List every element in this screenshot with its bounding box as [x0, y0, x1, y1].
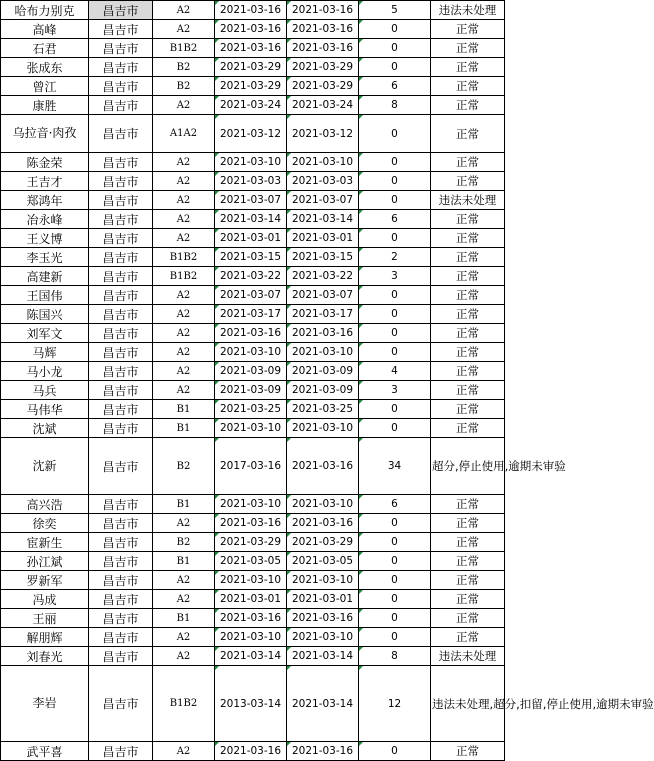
cell-date-issued[interactable]: 2021-03-16 [215, 1, 287, 20]
cell-date-issued[interactable]: 2021-03-16 [215, 20, 287, 39]
cell-date-valid[interactable]: 2021-03-22 [287, 267, 359, 286]
cell-date-valid[interactable]: 2021-03-12 [287, 115, 359, 153]
cell-date-valid[interactable]: 2021-03-29 [287, 533, 359, 552]
cell-name[interactable]: 孙江斌 [1, 552, 89, 571]
cell-date-valid[interactable]: 2021-03-01 [287, 229, 359, 248]
cell-date-valid[interactable]: 2021-03-29 [287, 58, 359, 77]
cell-points[interactable]: 0 [359, 305, 431, 324]
cell-status[interactable]: 正常 [431, 419, 505, 438]
cell-license-class[interactable]: B1 [153, 419, 215, 438]
cell-city[interactable]: 昌吉市 [89, 115, 153, 153]
table-row [1, 153, 505, 172]
cell-date-issued[interactable]: 2021-03-16 [215, 742, 287, 761]
table-row [1, 96, 505, 115]
cell-name[interactable]: 冯成 [1, 590, 89, 609]
table-row [1, 58, 505, 77]
cell-date-issued[interactable]: 2017-03-16 [215, 438, 287, 495]
cell-license-class[interactable]: A2 [153, 305, 215, 324]
cell-license-class[interactable]: B2 [153, 438, 215, 495]
cell-status[interactable]: 正常 [431, 343, 505, 362]
table-row [1, 191, 505, 210]
cell-status[interactable]: 正常 [431, 324, 505, 343]
table-row [1, 438, 505, 495]
cell-date-valid[interactable]: 2021-03-16 [287, 39, 359, 58]
cell-date-valid[interactable]: 2021-03-14 [287, 210, 359, 229]
table-row [1, 419, 505, 438]
cell-city[interactable]: 昌吉市 [89, 533, 153, 552]
cell-date-valid[interactable]: 2021-03-15 [287, 248, 359, 267]
cell-date-issued[interactable]: 2021-03-07 [215, 191, 287, 210]
table-row [1, 286, 505, 305]
cell-status[interactable]: 正常 [431, 115, 505, 153]
cell-name[interactable]: 解朋辉 [1, 628, 89, 647]
cell-status[interactable]: 正常 [431, 267, 505, 286]
cell-points[interactable]: 0 [359, 20, 431, 39]
cell-name[interactable]: 郑鸿年 [1, 191, 89, 210]
cell-date-valid[interactable]: 2021-03-10 [287, 571, 359, 590]
cell-city[interactable]: 昌吉市 [89, 305, 153, 324]
cell-points[interactable]: 12 [359, 666, 431, 742]
cell-status[interactable]: 正常 [431, 362, 505, 381]
cell-date-valid[interactable]: 2021-03-16 [287, 324, 359, 343]
cell-license-class[interactable]: A1A2 [153, 115, 215, 153]
cell-status[interactable]: 正常 [431, 20, 505, 39]
table-row [1, 77, 505, 96]
cell-license-class[interactable]: A2 [153, 229, 215, 248]
cell-points[interactable]: 5 [359, 1, 431, 20]
cell-status[interactable]: 正常 [431, 742, 505, 761]
cell-points[interactable]: 0 [359, 39, 431, 58]
cell-name[interactable]: 王吉才 [1, 172, 89, 191]
cell-points[interactable]: 0 [359, 229, 431, 248]
cell-city[interactable]: 昌吉市 [89, 362, 153, 381]
cell-status[interactable]: 正常 [431, 628, 505, 647]
cell-date-issued[interactable]: 2021-03-29 [215, 77, 287, 96]
cell-license-class[interactable]: A2 [153, 324, 215, 343]
cell-city[interactable]: 昌吉市 [89, 20, 153, 39]
cell-city[interactable]: 昌吉市 [89, 400, 153, 419]
table-row [1, 590, 505, 609]
cell-status[interactable]: 违法未处理 [431, 191, 505, 210]
cell-name[interactable]: 马辉 [1, 343, 89, 362]
table-row [1, 533, 505, 552]
table-row [1, 343, 505, 362]
cell-date-issued[interactable]: 2021-03-22 [215, 267, 287, 286]
cell-points[interactable]: 3 [359, 267, 431, 286]
table-row [1, 229, 505, 248]
cell-license-class[interactable]: B2 [153, 58, 215, 77]
cell-date-valid[interactable]: 2021-03-01 [287, 590, 359, 609]
cell-points[interactable]: 6 [359, 495, 431, 514]
cell-city[interactable]: 昌吉市 [89, 495, 153, 514]
table-row [1, 362, 505, 381]
cell-status[interactable]: 正常 [431, 571, 505, 590]
cell-license-class[interactable]: A2 [153, 153, 215, 172]
cell-date-valid[interactable]: 2021-03-07 [287, 286, 359, 305]
cell-date-valid[interactable]: 2021-03-10 [287, 495, 359, 514]
cell-points[interactable]: 0 [359, 172, 431, 191]
cell-points[interactable]: 0 [359, 153, 431, 172]
cell-status[interactable]: 违法未处理,超分,扣留,停止使用,逾期未审验 [431, 666, 505, 742]
cell-points[interactable]: 3 [359, 381, 431, 400]
cell-points[interactable]: 34 [359, 438, 431, 495]
cell-points[interactable]: 0 [359, 324, 431, 343]
cell-date-issued[interactable]: 2021-03-14 [215, 647, 287, 666]
cell-name[interactable]: 徐奕 [1, 514, 89, 533]
cell-city[interactable]: 昌吉市 [89, 324, 153, 343]
cell-date-issued[interactable]: 2021-03-09 [215, 381, 287, 400]
cell-license-class[interactable]: A2 [153, 191, 215, 210]
cell-date-valid[interactable]: 2021-03-09 [287, 381, 359, 400]
cell-date-issued[interactable]: 2021-03-05 [215, 552, 287, 571]
cell-name[interactable]: 张成东 [1, 58, 89, 77]
cell-name[interactable]: 刘春光 [1, 647, 89, 666]
cell-name[interactable]: 王义博 [1, 229, 89, 248]
cell-name[interactable]: 陈金荣 [1, 153, 89, 172]
cell-date-issued[interactable]: 2021-03-16 [215, 514, 287, 533]
cell-name[interactable]: 罗新军 [1, 571, 89, 590]
cell-points[interactable]: 0 [359, 514, 431, 533]
cell-status[interactable]: 正常 [431, 77, 505, 96]
table-body [1, 1, 654, 761]
cell-date-issued[interactable]: 2021-03-07 [215, 286, 287, 305]
cell-points[interactable]: 8 [359, 96, 431, 115]
cell-status[interactable]: 正常 [431, 39, 505, 58]
cell-license-class[interactable]: A2 [153, 647, 215, 666]
cell-license-class[interactable]: A2 [153, 286, 215, 305]
cell-status[interactable]: 正常 [431, 248, 505, 267]
cell-license-class[interactable]: B1B2 [153, 666, 215, 742]
cell-name[interactable]: 马兵 [1, 381, 89, 400]
cell-date-issued[interactable]: 2021-03-10 [215, 628, 287, 647]
cell-date-valid[interactable]: 2021-03-29 [287, 77, 359, 96]
cell-points[interactable]: 0 [359, 571, 431, 590]
cell-city[interactable]: 昌吉市 [89, 248, 153, 267]
cell-license-class[interactable]: B1B2 [153, 248, 215, 267]
table-row [1, 609, 505, 628]
cell-date-valid[interactable]: 2021-03-25 [287, 400, 359, 419]
cell-date-valid[interactable]: 2021-03-10 [287, 343, 359, 362]
cell-name[interactable]: 沈新 [1, 438, 89, 495]
cell-city[interactable]: 昌吉市 [89, 666, 153, 742]
cell-name[interactable]: 李玉光 [1, 248, 89, 267]
cell-date-issued[interactable]: 2021-03-10 [215, 571, 287, 590]
cell-city[interactable]: 昌吉市 [89, 286, 153, 305]
cell-points[interactable]: 0 [359, 58, 431, 77]
cell-city[interactable]: 昌吉市 [89, 381, 153, 400]
cell-date-issued[interactable]: 2021-03-29 [215, 533, 287, 552]
cell-date-valid[interactable]: 2021-03-16 [287, 1, 359, 20]
cell-date-issued[interactable]: 2021-03-16 [215, 324, 287, 343]
cell-date-issued[interactable]: 2021-03-17 [215, 305, 287, 324]
table-row [1, 305, 505, 324]
cell-name[interactable]: 冶永峰 [1, 210, 89, 229]
table-row [1, 210, 505, 229]
cell-status[interactable]: 正常 [431, 305, 505, 324]
cell-date-issued[interactable]: 2021-03-09 [215, 362, 287, 381]
cell-city[interactable]: 昌吉市 [89, 39, 153, 58]
cell-name[interactable]: 李岩 [1, 666, 89, 742]
cell-name[interactable]: 马伟华 [1, 400, 89, 419]
cell-status[interactable]: 正常 [431, 400, 505, 419]
table-row [1, 514, 505, 533]
cell-city[interactable]: 昌吉市 [89, 1, 153, 20]
cell-date-issued[interactable]: 2021-03-24 [215, 96, 287, 115]
cell-status[interactable]: 正常 [431, 96, 505, 115]
cell-license-class[interactable]: A2 [153, 628, 215, 647]
cell-date-issued[interactable]: 2021-03-03 [215, 172, 287, 191]
cell-date-issued[interactable]: 2021-03-10 [215, 153, 287, 172]
table-row [1, 324, 505, 343]
cell-date-valid[interactable]: 2021-03-16 [287, 609, 359, 628]
cell-city[interactable]: 昌吉市 [89, 229, 153, 248]
cell-points[interactable]: 0 [359, 533, 431, 552]
table-row [1, 248, 505, 267]
cell-points[interactable]: 0 [359, 590, 431, 609]
cell-points[interactable]: 0 [359, 191, 431, 210]
cell-points[interactable]: 0 [359, 400, 431, 419]
table-row [1, 20, 505, 39]
cell-date-issued[interactable]: 2021-03-10 [215, 419, 287, 438]
cell-city[interactable]: 昌吉市 [89, 58, 153, 77]
cell-date-issued[interactable]: 2021-03-14 [215, 210, 287, 229]
cell-name[interactable]: 高兴浩 [1, 495, 89, 514]
cell-date-issued[interactable]: 2021-03-12 [215, 115, 287, 153]
cell-city[interactable]: 昌吉市 [89, 419, 153, 438]
cell-points[interactable]: 6 [359, 210, 431, 229]
cell-status[interactable]: 正常 [431, 552, 505, 571]
cell-city[interactable]: 昌吉市 [89, 210, 153, 229]
cell-name[interactable]: 沈斌 [1, 419, 89, 438]
cell-license-class[interactable]: B1 [153, 400, 215, 419]
cell-date-valid[interactable]: 2021-03-14 [287, 666, 359, 742]
cell-license-class[interactable]: B2 [153, 533, 215, 552]
table-row [1, 666, 505, 742]
cell-name[interactable]: 武平喜 [1, 742, 89, 761]
cell-city[interactable]: 昌吉市 [89, 343, 153, 362]
cell-license-class[interactable]: A2 [153, 742, 215, 761]
cell-date-issued[interactable]: 2021-03-16 [215, 39, 287, 58]
cell-date-valid[interactable]: 2021-03-10 [287, 153, 359, 172]
cell-city[interactable]: 昌吉市 [89, 647, 153, 666]
cell-license-class[interactable]: A2 [153, 20, 215, 39]
table-row [1, 571, 505, 590]
cell-license-class[interactable]: B1B2 [153, 39, 215, 58]
cell-date-valid[interactable]: 2021-03-03 [287, 172, 359, 191]
cell-status[interactable]: 正常 [431, 153, 505, 172]
cell-date-valid[interactable]: 2021-03-07 [287, 191, 359, 210]
cell-status[interactable]: 正常 [431, 58, 505, 77]
cell-city[interactable]: 昌吉市 [89, 590, 153, 609]
cell-date-issued[interactable]: 2021-03-01 [215, 590, 287, 609]
cell-status[interactable]: 正常 [431, 590, 505, 609]
cell-points[interactable]: 0 [359, 552, 431, 571]
cell-points[interactable]: 4 [359, 362, 431, 381]
cell-name[interactable]: 高建新 [1, 267, 89, 286]
cell-status[interactable]: 正常 [431, 381, 505, 400]
cell-date-valid[interactable]: 2021-03-10 [287, 419, 359, 438]
cell-date-issued[interactable]: 2021-03-10 [215, 495, 287, 514]
cell-city[interactable]: 昌吉市 [89, 267, 153, 286]
table-row [1, 172, 505, 191]
cell-license-class[interactable]: A2 [153, 381, 215, 400]
cell-date-valid[interactable]: 2021-03-05 [287, 552, 359, 571]
cell-license-class[interactable]: A2 [153, 1, 215, 20]
cell-status[interactable]: 正常 [431, 514, 505, 533]
cell-status[interactable]: 正常 [431, 172, 505, 191]
cell-city[interactable]: 昌吉市 [89, 172, 153, 191]
table-row [1, 742, 505, 761]
cell-date-issued[interactable]: 2021-03-29 [215, 58, 287, 77]
table-row [1, 552, 505, 571]
cell-status[interactable]: 正常 [431, 229, 505, 248]
cell-date-issued[interactable]: 2021-03-01 [215, 229, 287, 248]
cell-date-valid[interactable]: 2021-03-16 [287, 438, 359, 495]
cell-license-class[interactable]: B2 [153, 77, 215, 96]
cell-points[interactable]: 0 [359, 343, 431, 362]
cell-status[interactable]: 正常 [431, 210, 505, 229]
cell-points[interactable]: 2 [359, 248, 431, 267]
table-row [1, 381, 505, 400]
cell-city[interactable]: 昌吉市 [89, 609, 153, 628]
cell-date-issued[interactable]: 2021-03-10 [215, 343, 287, 362]
cell-license-class[interactable]: A2 [153, 172, 215, 191]
cell-name[interactable]: 王丽 [1, 609, 89, 628]
cell-city[interactable]: 昌吉市 [89, 77, 153, 96]
cell-name[interactable]: 王国伟 [1, 286, 89, 305]
cell-city[interactable]: 昌吉市 [89, 514, 153, 533]
cell-points[interactable]: 6 [359, 77, 431, 96]
cell-name[interactable]: 石君 [1, 39, 89, 58]
cell-license-class[interactable]: B1 [153, 552, 215, 571]
cell-points[interactable]: 0 [359, 742, 431, 761]
cell-date-issued[interactable]: 2021-03-25 [215, 400, 287, 419]
cell-license-class[interactable]: A2 [153, 343, 215, 362]
cell-license-class[interactable]: B1B2 [153, 267, 215, 286]
cell-points[interactable]: 0 [359, 419, 431, 438]
cell-name[interactable]: 高峰 [1, 20, 89, 39]
table-row [1, 628, 505, 647]
cell-name[interactable]: 陈国兴 [1, 305, 89, 324]
cell-license-class[interactable]: A2 [153, 362, 215, 381]
cell-city[interactable]: 昌吉市 [89, 438, 153, 495]
cell-city[interactable]: 昌吉市 [89, 552, 153, 571]
cell-date-valid[interactable]: 2021-03-10 [287, 628, 359, 647]
cell-points[interactable]: 8 [359, 647, 431, 666]
cell-status[interactable]: 正常 [431, 286, 505, 305]
cell-license-class[interactable]: B1 [153, 495, 215, 514]
cell-date-valid[interactable]: 2021-03-16 [287, 20, 359, 39]
cell-name[interactable]: 乌拉音·肉孜 [1, 115, 89, 153]
cell-date-valid[interactable]: 2021-03-09 [287, 362, 359, 381]
cell-city[interactable]: 昌吉市 [89, 628, 153, 647]
cell-name[interactable]: 曾江 [1, 77, 89, 96]
cell-status[interactable]: 正常 [431, 533, 505, 552]
cell-status[interactable]: 正常 [431, 495, 505, 514]
table-row [1, 39, 505, 58]
cell-points[interactable]: 0 [359, 286, 431, 305]
cell-license-class[interactable]: A2 [153, 571, 215, 590]
cell-status[interactable]: 违法未处理 [431, 647, 505, 666]
cell-date-valid[interactable]: 2021-03-16 [287, 742, 359, 761]
cell-license-class[interactable]: A2 [153, 210, 215, 229]
cell-points[interactable]: 0 [359, 115, 431, 153]
cell-license-class[interactable]: A2 [153, 514, 215, 533]
cell-license-class[interactable]: B1 [153, 609, 215, 628]
cell-points[interactable]: 0 [359, 609, 431, 628]
cell-date-issued[interactable]: 2021-03-16 [215, 609, 287, 628]
cell-city[interactable]: 昌吉市 [89, 742, 153, 761]
cell-date-issued[interactable]: 2021-03-15 [215, 248, 287, 267]
cell-points[interactable]: 0 [359, 628, 431, 647]
cell-status[interactable]: 违法未处理 [431, 1, 505, 20]
cell-name[interactable]: 宦新生 [1, 533, 89, 552]
cell-date-valid[interactable]: 2021-03-17 [287, 305, 359, 324]
cell-name[interactable]: 康胜 [1, 96, 89, 115]
cell-license-class[interactable]: A2 [153, 96, 215, 115]
cell-date-valid[interactable]: 2021-03-16 [287, 514, 359, 533]
cell-date-valid[interactable]: 2021-03-14 [287, 647, 359, 666]
cell-city[interactable]: 昌吉市 [89, 191, 153, 210]
cell-city[interactable]: 昌吉市 [89, 571, 153, 590]
cell-city[interactable]: 昌吉市 [89, 153, 153, 172]
table-row [1, 495, 505, 514]
cell-name[interactable]: 马小龙 [1, 362, 89, 381]
cell-status[interactable]: 正常 [431, 609, 505, 628]
table-row [1, 115, 505, 153]
table-row [1, 1, 505, 20]
cell-date-issued[interactable]: 2013-03-14 [215, 666, 287, 742]
table-row [1, 400, 505, 419]
cell-date-valid[interactable]: 2021-03-24 [287, 96, 359, 115]
table-row [1, 647, 505, 666]
cell-status[interactable]: 超分,停止使用,逾期未审验 [431, 438, 505, 495]
table-row [1, 267, 505, 286]
cell-name[interactable]: 刘军文 [1, 324, 89, 343]
cell-name[interactable]: 哈布力别克 [1, 1, 89, 20]
cell-city[interactable]: 昌吉市 [89, 96, 153, 115]
cell-license-class[interactable]: A2 [153, 590, 215, 609]
